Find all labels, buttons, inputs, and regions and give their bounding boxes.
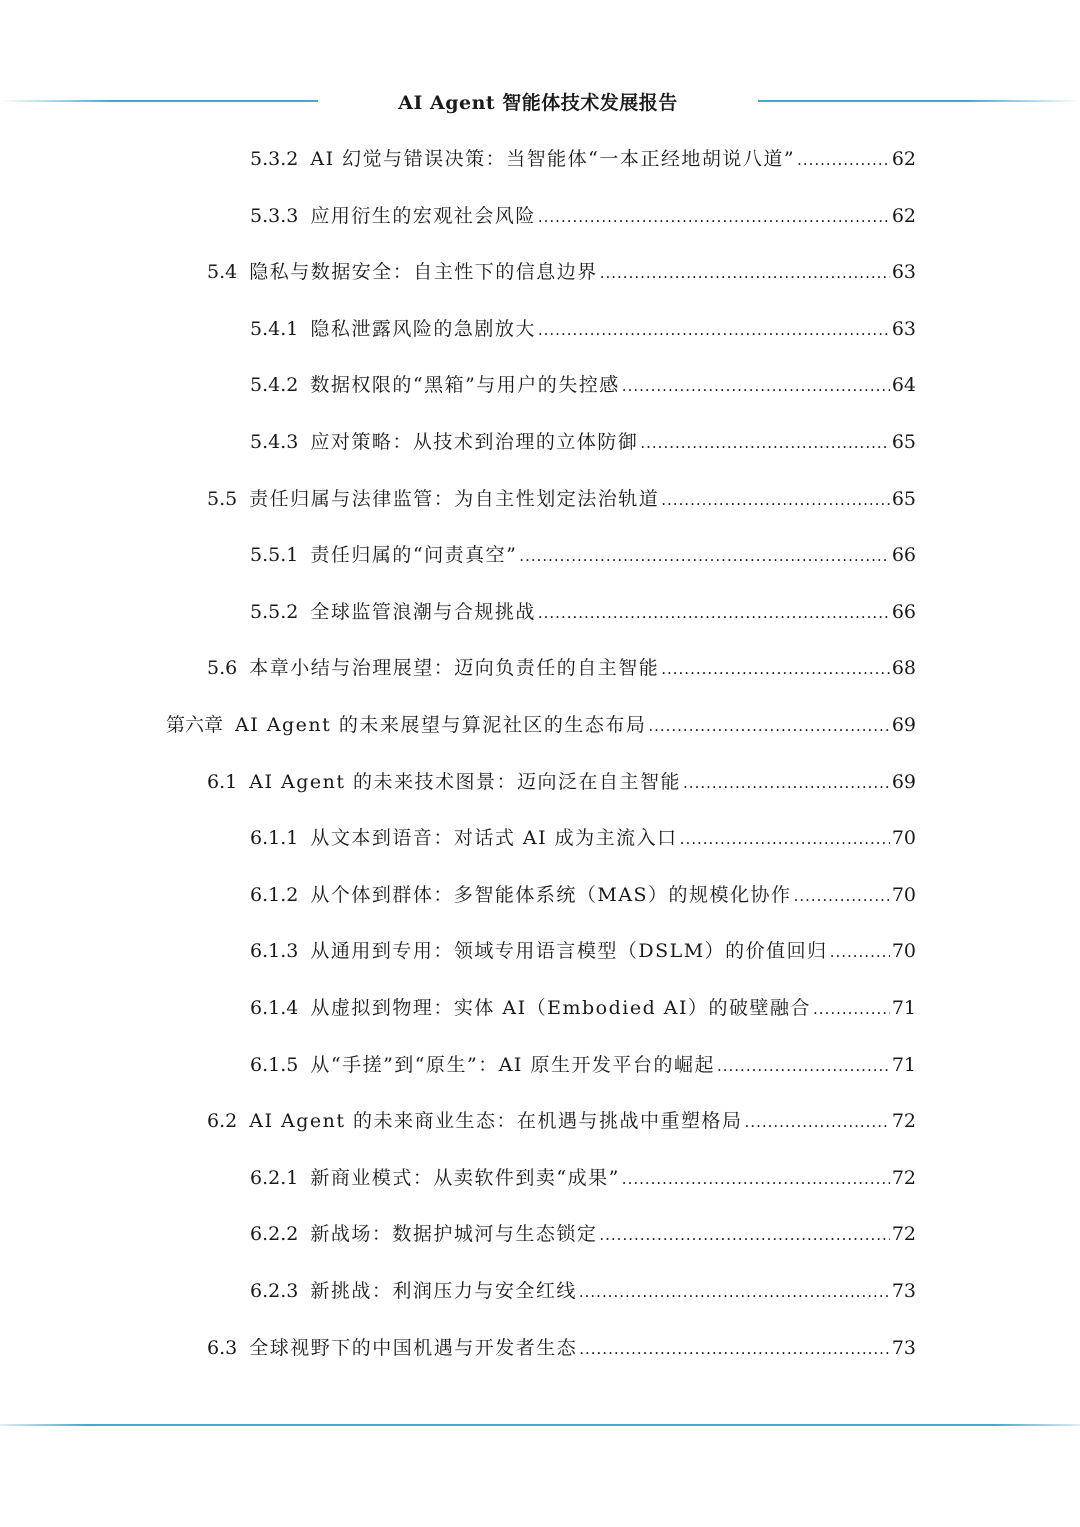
toc-entry-title: AI Agent 的未来商业生态：在机遇与挑战中重塑格局 [249,1110,743,1133]
toc-entry-page-number: 70 [891,883,916,906]
toc-entry[interactable] [207,1108,916,1134]
toc-entry-title: 应对策略：从技术到治理的立体防御 [310,431,639,453]
toc-dot-leader [538,204,890,230]
toc-entry-title: 新商业模式：从卖软件到卖“成果” [310,1166,620,1189]
toc-entry-number: 6.2.3 [250,1280,299,1302]
toc-entry-number: 6.2.2 [250,1223,299,1246]
toc-entry-number: 6.1.3 [250,940,299,963]
toc-entry[interactable] [207,259,916,285]
toc-dot-leader [745,1109,890,1135]
toc-dot-leader [579,1336,890,1362]
toc-entry[interactable] [250,1052,916,1078]
toc-entry-number: 5.6 [207,657,238,680]
toc-entry-page-number: 69 [891,770,916,793]
toc-entry-page-number: 64 [891,374,916,397]
toc-entry-title: 数据权限的“黑箱”与用户的失控感 [310,374,620,397]
toc-entry-page-number: 65 [891,487,916,510]
toc-entry-page-number: 63 [891,261,916,284]
toc-entry[interactable] [250,825,916,851]
toc-entry[interactable] [250,1221,916,1247]
footer-rule [0,1424,1080,1426]
toc-entry[interactable] [250,542,916,568]
toc-entry-number: 5.4 [207,261,238,284]
toc-entry-title: 新战场：数据护城河与生态锁定 [310,1223,598,1246]
header-rule-left [0,100,318,102]
toc-entry[interactable] [250,146,916,172]
toc-entry-number: 6.1 [207,770,238,793]
toc-dot-leader [717,1053,890,1079]
toc-entry[interactable] [207,769,916,795]
toc-entry-title: 隐私与数据安全：自主性下的信息边界 [249,261,598,284]
toc-entry-title: AI 幻觉与错误决策：当智能体“一本正经地胡说八道” [310,148,796,170]
toc-dot-leader [538,317,890,343]
toc-entry-page-number: 72 [891,1223,916,1246]
toc-entry-number: 6.3 [207,1336,238,1359]
toc-entry-title: AI Agent 的未来展望与算泥社区的生态布局 [235,714,647,736]
toc-entry-page-number: 70 [891,940,916,963]
toc-entry[interactable] [250,316,916,342]
toc-dot-leader [622,1166,890,1192]
toc-dot-leader [579,1279,890,1305]
toc-entry-number: 5.4.2 [250,374,299,397]
toc-entry-page-number: 63 [891,317,916,340]
toc-entry-title: 从个体到群体：多智能体系统（MAS）的规模化协作 [310,883,792,906]
toc-entry[interactable] [207,655,916,681]
toc-dot-leader [813,996,890,1022]
toc-dot-leader [648,713,889,739]
toc-entry-page-number: 71 [891,1053,916,1076]
toc-entry-page-number: 66 [891,600,916,623]
toc-entry-title: 从虚拟到物理：实体 AI（Embodied AI）的破壁融合 [310,997,812,1019]
toc-entry[interactable] [166,712,916,738]
toc-entry-page-number: 65 [891,431,916,453]
toc-entry-page-number: 72 [891,1166,916,1189]
toc-entry-number: 6.1.2 [250,883,299,906]
toc-entry-title: 从通用到专用：领域专用语言模型（DSLM）的价值回归 [310,940,828,963]
toc-dot-leader [680,826,890,852]
toc-entry-page-number: 70 [891,827,916,850]
toc-dot-leader [600,260,890,286]
toc-dot-leader [622,373,890,399]
toc-entry-title: 隐私泄露风险的急剧放大 [310,317,536,340]
toc-entry-number: 5.5.1 [250,544,299,567]
toc-entry-page-number: 71 [891,997,916,1019]
toc-dot-leader [830,939,890,965]
toc-entry-number: 5.3.3 [250,204,299,227]
toc-dot-leader [683,770,890,796]
toc-entry-number: 5.4.3 [250,431,299,453]
toc-entry[interactable] [250,599,916,625]
toc-entry-number: 6.2 [207,1110,238,1133]
toc-entry-number: 6.2.1 [250,1166,299,1189]
toc-entry-title: 从“手搓”到“原生”：AI 原生开发平台的崛起 [310,1053,715,1076]
toc-entry[interactable] [250,1165,916,1191]
toc-entry-number: 6.1.1 [250,827,299,850]
toc-entry-page-number: 73 [891,1336,916,1359]
toc-entry-title: 全球视野下的中国机遇与开发者生态 [249,1336,578,1359]
toc-entry[interactable] [250,372,916,398]
toc-dot-leader [661,487,890,513]
toc-dot-leader [519,543,890,569]
toc-dot-leader [794,883,890,909]
toc-entry-number: 5.5.2 [250,600,299,623]
toc-entry-page-number: 66 [891,544,916,567]
toc-entry-page-number: 62 [891,148,916,170]
toc-entry-number: 5.5 [207,487,238,510]
toc-entry-title: 应用衍生的宏观社会风险 [310,204,536,227]
toc-entry[interactable] [250,429,916,455]
toc-entry-title: 责任归属的“问责真空” [310,544,518,567]
toc-dot-leader [538,600,890,626]
toc-dot-leader [661,656,890,682]
page-header-title: AI Agent 智能体技术发展报告 [398,92,678,114]
toc-dot-leader [599,1222,889,1248]
toc-dot-leader [797,147,890,173]
toc-entry-page-number: 72 [891,1110,916,1133]
toc-entry[interactable] [250,203,916,229]
toc-dot-leader [640,430,889,456]
toc-entry-number: 6.1.4 [250,997,299,1019]
toc-entry[interactable] [207,486,916,512]
toc-entry[interactable] [207,1335,916,1361]
toc-entry-number: 6.1.5 [250,1053,299,1076]
toc-entry[interactable] [250,938,916,964]
toc-entry[interactable] [250,995,916,1021]
toc-entry-page-number: 73 [891,1280,916,1302]
toc-entry-title: 从文本到语音：对话式 AI 成为主流入口 [310,827,678,850]
toc-entry[interactable] [250,882,916,908]
toc-entry-title: AI Agent 的未来技术图景：迈向泛在自主智能 [249,770,682,793]
toc-entry-title: 全球监管浪潮与合规挑战 [310,600,536,623]
toc-entry-page-number: 69 [891,714,916,736]
toc-entry-number: 5.3.2 [250,148,299,170]
toc-entry-page-number: 62 [891,204,916,227]
toc-entry-title: 新挑战：利润压力与安全红线 [310,1280,577,1302]
toc-entry[interactable] [250,1278,916,1304]
toc-entry-number: 第六章 [166,714,224,736]
header-rule-right [758,100,1080,102]
toc-entry-title: 本章小结与治理展望：迈向负责任的自主智能 [249,657,660,680]
toc-entry-number: 5.4.1 [250,317,299,340]
toc-entry-title: 责任归属与法律监管：为自主性划定法治轨道 [249,487,660,510]
toc-entry-page-number: 68 [891,657,916,680]
